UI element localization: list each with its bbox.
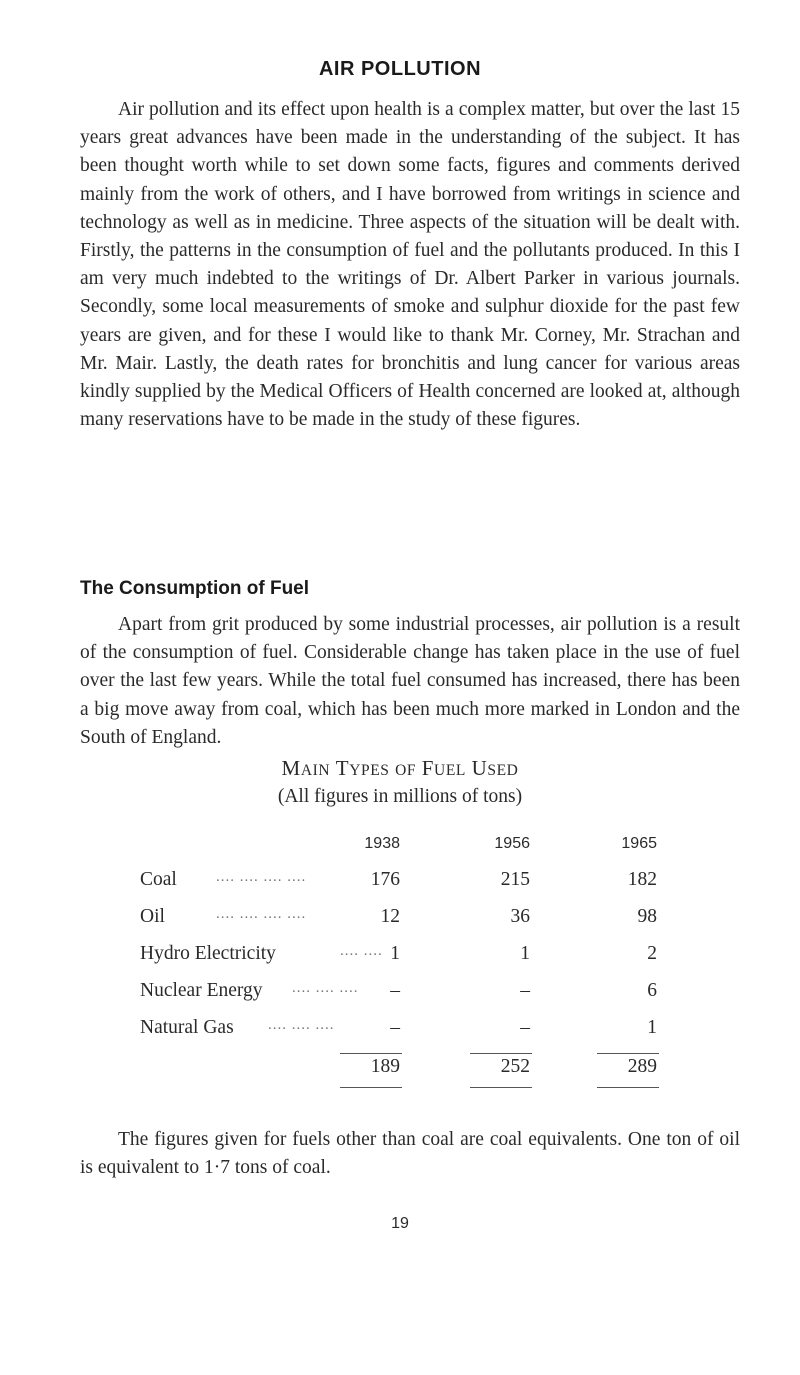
cell-value: 1 — [520, 943, 530, 964]
cell-value: 182 — [627, 869, 657, 890]
row-label: Hydro Electricity — [140, 943, 276, 964]
caption-word: TYPES — [335, 756, 390, 780]
table-row — [140, 1017, 660, 1047]
total-rule-top — [597, 1053, 659, 1054]
table-row — [140, 980, 660, 1010]
column-header-1938: 1938 — [364, 835, 400, 852]
caption-word: OF — [395, 762, 417, 779]
table-row — [140, 869, 660, 899]
cell-value: 176 — [370, 869, 400, 890]
cell-value: 215 — [500, 869, 530, 890]
total-rule-top — [340, 1053, 402, 1054]
total-rule-bottom — [470, 1087, 532, 1088]
column-total: 289 — [627, 1056, 657, 1077]
column-header-1965: 1965 — [621, 835, 657, 852]
total-rule-bottom — [340, 1087, 402, 1088]
cell-value: – — [520, 1017, 530, 1038]
table-subcaption: (All figures in millions of tons) — [277, 786, 523, 807]
cell-value: – — [520, 980, 530, 1001]
closing-paragraph-text: The figures given for fuels other than coal are coal equivalents. One ton of oil is equivalent to 1·7 tons of coal. — [80, 1129, 740, 1179]
section-heading: The Consumption of Fuel — [80, 578, 310, 599]
total-rule-top — [470, 1053, 532, 1054]
intro-paragraph-text: Air pollution and its effect upon health is a complex matter, but over the last 15 years great advances have been made in the understanding of the subject. It has been thought worth while to set down some facts, figures and comments derived mainly from the work of others, and I have borrowed from writings in science and technology as well as in medicine. Three aspects of the situation will be dealt with. Firstly, the patterns in the consumption of fuel and the pollutants produced. In this I am very much indebted to the writings of Dr. Albert Parker in various journals. Secondly, some local measurements of smoke and sulphur dioxide for the past few years are given, and for these I would like to thank Mr. Corney, Mr. Strachan and Mr. Mair. Lastly, the death rates for bronchitis and lung cancer for various areas kindly supplied by the Medical Officers of Health concerned are looked at, although many reservations have to be made in the study of these figures. — [80, 99, 740, 431]
table-row — [140, 906, 660, 936]
cell-value: 1 — [647, 1017, 657, 1038]
cell-value: 98 — [637, 906, 657, 927]
intro-paragraph — [80, 96, 740, 434]
leader-dots: .... .... — [340, 943, 383, 959]
caption-word: USED — [471, 756, 519, 780]
page-number: 19 — [391, 1215, 409, 1232]
column-header-1956: 1956 — [494, 835, 530, 852]
leader-dots: .... .... .... — [268, 1017, 335, 1033]
column-total: 252 — [500, 1056, 530, 1077]
cell-value: 2 — [647, 943, 657, 964]
caption-word: FUEL — [421, 756, 466, 780]
column-total: 189 — [370, 1056, 400, 1077]
cell-value: – — [390, 1017, 400, 1038]
row-label: Nuclear Energy — [140, 980, 263, 1001]
total-rule-bottom — [597, 1087, 659, 1088]
leader-dots: .... .... .... .... — [216, 906, 307, 922]
cell-value: 6 — [647, 980, 657, 1001]
row-label: Coal — [140, 869, 177, 890]
cell-value: 36 — [510, 906, 530, 927]
table-row — [140, 943, 660, 973]
caption-word: MAIN — [281, 756, 331, 780]
section-paragraph — [80, 611, 740, 752]
cell-value: 1 — [390, 943, 400, 964]
closing-paragraph — [80, 1126, 740, 1182]
cell-value: – — [390, 980, 400, 1001]
cell-value: 12 — [380, 906, 400, 927]
leader-dots: .... .... .... .... — [216, 869, 307, 885]
section-paragraph-text: Apart from grit produced by some industrial processes, air pollution is a result of the consumption of fuel. Considerable change has taken place in the use of fuel over the last few years. While the total fuel consumed has increased, there has been a big move away from coal, which has been much more marked in London and the South of England. — [80, 614, 740, 748]
page-title: AIR POLLUTION — [318, 58, 482, 80]
row-label: Oil — [140, 906, 165, 927]
leader-dots: .... .... .... — [292, 980, 359, 996]
table-caption — [0, 756, 800, 781]
row-label: Natural Gas — [140, 1017, 234, 1038]
